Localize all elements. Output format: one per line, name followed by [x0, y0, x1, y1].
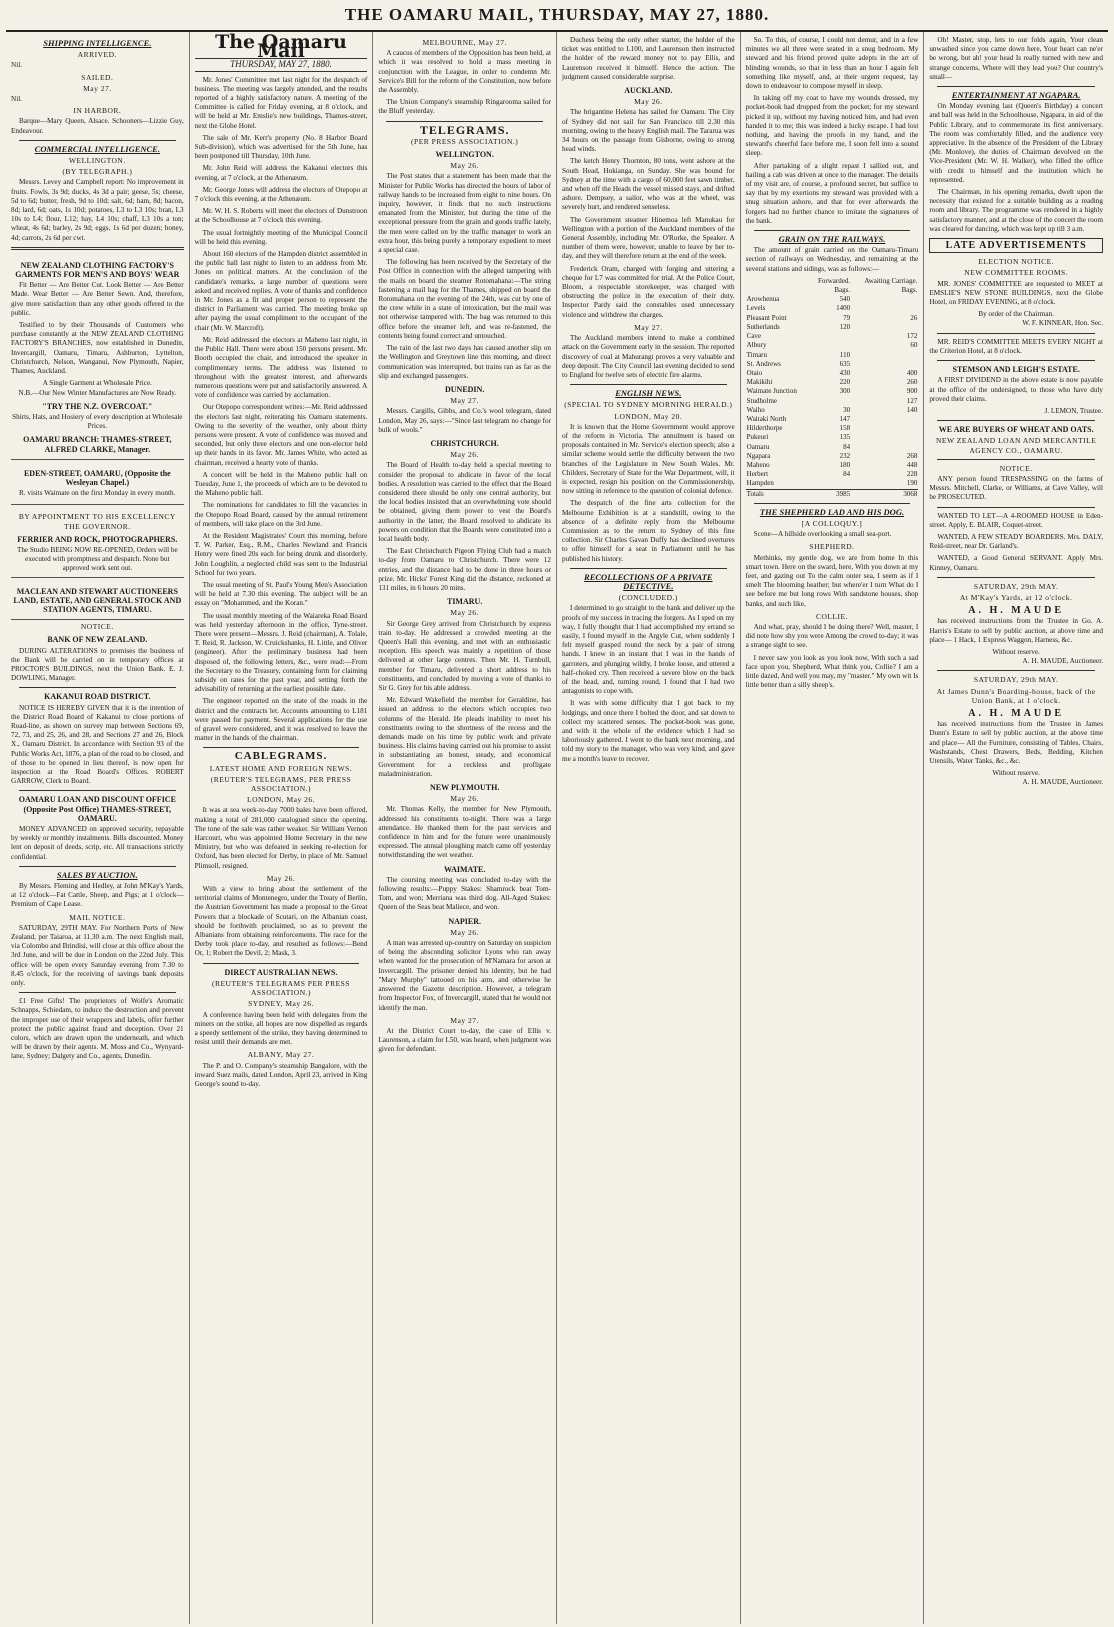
- divider: [937, 333, 1095, 334]
- grain-cell-station: Otaio: [746, 368, 763, 377]
- wellington-heading: WELLINGTON.: [435, 150, 494, 160]
- auckland-date: May 26.: [634, 97, 663, 107]
- grain-cell-await: 260: [906, 378, 918, 387]
- wanted-advert: WANTED, A FEW STEADY BOARDERS. Mrs. DALY, Reid-street, near Dr. Garland's.: [929, 532, 1103, 551]
- grain-table-row: [746, 424, 919, 433]
- concluded-label: (CONCLUDED.): [618, 593, 678, 603]
- eden-advert: [11, 462, 184, 506]
- maude-body: has received instructions from the Trustee in Go. A. Harris's Estate to sell by public auction, at above time and place— 1 Hack, 1 Express Waggon, Harness, &c.: [929, 617, 1103, 644]
- shipping-heading: SHIPPING INTELLIGENCE.: [43, 38, 152, 48]
- grain-cell-fwd: 110: [839, 350, 851, 359]
- grain-cell-station: Hampden: [746, 479, 774, 488]
- grain-table-row: [746, 304, 919, 313]
- stemson-body: A FIRST DIVIDEND in the above estate is now payable at the office of the undersigned, to those who have duly proved their claims.: [929, 376, 1103, 403]
- grain-cell-fwd: 84: [843, 442, 851, 451]
- grain-table-row: [746, 433, 919, 442]
- grain-cell-station: Herbert: [746, 470, 769, 479]
- grain-table-units: [746, 286, 919, 295]
- cable-source: (REUTER'S TELEGRAMS, PER PRESS ASSOCIATION.): [210, 774, 352, 794]
- grain-table-row: [746, 397, 919, 406]
- grain-heading: GRAIN ON THE RAILWAYS.: [778, 234, 886, 245]
- divider: [754, 230, 911, 231]
- grain-cell-await: [851, 323, 918, 332]
- kakanui-heading: KAKANUI ROAD DISTRICT.: [44, 692, 151, 702]
- wellington-report: Messrs. Levey and Campbell report: No improvement in fruits. Fowls, 3s 9d; ducks, 4s 3d a pair; geese, 5s; cheese, 5d to 6d; butter, fresh, 9d to 10d; salt, 6d; ham, 8d; bacon, 8d; lard, 6d; oats, 1s 10d; potatoes, L3 to L3 10s; bran, L3 10s to L4; flour, L12; hay, L4 10s; chaff, L3 10s a ton; wheat, 4s 6d; barley, 2s 9d; eggs, 1s 6d per dozen; honey, 4d; carrots, 2s 6d per cwt.: [11, 178, 184, 242]
- grain-cell-await: [851, 360, 918, 369]
- arrived-label: ARRIVED.: [77, 50, 117, 60]
- harbour-value: Barque—Mary Queen, Alsace. Schooners—Lizzie Guy, Endeavour.: [11, 117, 184, 135]
- grain-table-header: [746, 277, 919, 286]
- grain-cell-await: [851, 295, 918, 304]
- grain-header-awaiting: Awaiting Carriage.: [864, 276, 918, 285]
- visits-line: R. visits Waimate on the first Monday in every month.: [19, 489, 176, 498]
- grain-cell-await: 900: [906, 387, 918, 396]
- paragraph: Mr. Jones' Committee met last night for the despatch of business. The meeting was largely attended, and the results reported of a highly satisfactory nature. A meeting of the Committee is called for Friday evening, at 8 o'clock, and will be held at Mr. Emslie's new buildings, Thames-street, next the Globe Hotel.: [194, 75, 368, 130]
- timaru-body: Sir George Grey arrived from Christchurch by express train to-day. He addressed a crowded meeting at the Queen's Hall this evening, and met with an enthusiastic reception. His speech was mainly a repetition of those delivered at other large centres. Then Mr. H. Turnbull, member for Timaru, delivered a short address to his constituents, and concluded by moving a vote of thanks to Sir G. Grey for his able address.: [378, 619, 551, 692]
- direct-body: A conference having been held with delegates from the miners on the strike, all hopes are now dispelled as regards a speedy settlement of the strike, they having determined to resist until their demands are met.: [194, 1010, 368, 1047]
- colloquy-label: [A COLLOQUY.]: [801, 518, 863, 528]
- grain-cell-station: Cave: [746, 332, 762, 341]
- sale-date: SATURDAY, 29th MAY.: [973, 675, 1059, 685]
- grain-cell-station: Sutherlands: [746, 322, 780, 331]
- collie-label: COLLIE.: [815, 611, 849, 621]
- maude-heading: A. H. MAUDE: [968, 707, 1065, 719]
- grain-cell-station: Waimate Junction: [746, 387, 797, 396]
- grain-table-row: [746, 452, 919, 461]
- wellington-body-3: The rain of the last two days has caused another slip on the Wellington and Greytown line this morning, and direct communication was interrupted, but trains ran as far as the slip and exchanged passengers.: [378, 344, 551, 380]
- grain-cell-station: Pleasant Point: [746, 313, 787, 322]
- sailed-label: SAILED.: [81, 72, 114, 82]
- wanted-advert: WANTED TO LET—A 4-ROOMED HOUSE in Eden-street. Apply, E. BLAIR, Coquet-street.: [929, 511, 1103, 529]
- column-2: [190, 32, 374, 1624]
- notice-label: NOTICE.: [999, 463, 1033, 473]
- paragraph: Duchess being the only other starter, the holder of the ticket was entitled to L100, and Laurenson then instructed the holder of the reward money not to pay Ellis, and Laurenson received it himself. Hence the action. The judgment caused considerable surprise.: [562, 36, 735, 81]
- divider: [19, 140, 176, 141]
- grain-table-row: [746, 360, 919, 369]
- grain-cell-await: [851, 424, 918, 433]
- grain-cell-await: 140: [906, 405, 918, 414]
- paragraph: The nominations for candidates to fill the vacancies in the Otepopo Road Board, caused by the annual retirement of members, will take place on the 3rd June.: [194, 501, 368, 528]
- new-plymouth-date: May 26.: [450, 794, 479, 804]
- grain-cell-fwd: 180: [839, 460, 851, 469]
- recollections-body: I determined to go straight to the bank and deliver up the proofs of my success in tracing the forgers. As I sped on my way, I fully thought that I had accomplished my errand so easily, I found myself in the Argyle Cut, when suddenly I felt myself grasped round the neck by a pair of strong hands. I knew in an instant that I was in the hands of garroters, and plunging wildly, I broke loose, and uttered a half-choked cry. Then received a severe blow on the back of the head, and, turning round, I found that I had two antagonists to cope with.: [562, 604, 735, 696]
- grain-cell-await: 400: [906, 368, 918, 377]
- divider: [754, 503, 911, 504]
- grain-table-row: [746, 470, 919, 479]
- notice-label: NOTICE.: [80, 622, 114, 632]
- divider: [570, 384, 727, 385]
- melbourne-dateline: MELBOURNE, May 27.: [422, 38, 507, 47]
- english-news-source: (SPECIAL TO SYDNEY MORNING HERALD.): [564, 400, 733, 410]
- cable-dateline: LONDON, May 26.: [247, 795, 315, 805]
- grain-cell-station: Levels: [746, 304, 766, 313]
- divider: [19, 687, 176, 688]
- wellington-body: The Post states that a statement has been made that the Minister for Public Works has directed the hours of labor of railway hands to be increased from eight to nine hours. On inquiry, however, it finds that no such instructions emanated from the Minister, but during the time of the exceptional pressure from the grain and goods traffic lately, the men were called on by the traffic manager to work an extra hour, this being purely a temporary expedient to meet a special case.: [378, 172, 551, 255]
- grain-table-row: [746, 479, 919, 489]
- grain-cell-station: Arowhenua: [746, 295, 780, 304]
- masthead: THE OAMARU MAIL, THURSDAY, MAY 27, 1880.: [6, 0, 1108, 32]
- reserve-line: Without reserve.: [992, 647, 1040, 656]
- grain-table-row: [746, 341, 919, 350]
- christchurch-body-2: The East Christchurch Pigeon Flying Club had a match to-day from Oamaru to Christchurch. There were 12 entries, and the distance had to be done in three hours or prize. Mr. Hicks' Forest King did the distance, reckoned at 131 miles, in 6 hours 20 mins.: [378, 547, 551, 592]
- paragraph: Mr. George Jones will address the electors of Otepopo at 7 o'clock this evening, at the Athenæum.: [194, 185, 368, 204]
- grain-cell-fwd: 220: [839, 378, 851, 387]
- grain-cell-await: [851, 415, 918, 424]
- studio-line: The Studio BEING NOW RE-OPENED, Orders will be executed with promptness and despatch. None but approved work sent out.: [16, 545, 178, 573]
- divider: [937, 86, 1095, 87]
- maclean-advert: [11, 580, 184, 621]
- grain-cell-await: [851, 443, 918, 452]
- english-news-dateline: LONDON, May 20.: [614, 411, 683, 421]
- paragraph: So. To this, of course, I could not demur, and in a few minutes we all three were seated in a snug bedroom. My steward and his friend proved quite adepts in the art of blinding wounds, so that in less than an hour I again felt something like myself, and, at their urgent request, lay down to endeavour to compose myself in sleep.: [745, 36, 919, 91]
- sales-heading: SALES BY AUCTION.: [56, 869, 138, 880]
- grain-table-row: [746, 387, 919, 396]
- christchurch-heading: CHRISTCHURCH.: [430, 438, 499, 448]
- nameplate: The Oamaru Mail: [215, 32, 347, 63]
- cable-body: It was at sea week-to-day 7000 bales have been offered, making a total of 281,000 catalogued since the opening. The tone of the sale was rather weaker. Sir William Vernon Harcourt, who was appointed Home Secretary in the new Ministry, but who was defeated in seeking re-election for Oxford, has been elected for Derby, in place of Mr. Samuel Plimsoll, resigned.: [194, 806, 368, 870]
- buyers-heading: WE ARE BUYERS OF WHEAT AND OATS.: [938, 425, 1094, 435]
- new-rooms: NEW COMMITTEE ROOMS.: [964, 268, 1069, 278]
- branch-line: OAMARU BRANCH: THAMES-STREET, ALFRED CLARKE, Manager.: [23, 435, 172, 454]
- maude-heading: A. H. MAUDE: [968, 605, 1065, 617]
- grain-cell-await: [851, 433, 918, 442]
- direct-heading: DIRECT AUSTRALIAN NEWS.: [224, 967, 338, 977]
- grain-cell-await: 268: [906, 451, 918, 460]
- verse: I never saw you look as you look now, With such a sad face upon you, Shepherd, What think you, Collie? I am a little dazed, And well you may, my "master." My own wit Is little better than a silly sheep's.: [745, 653, 919, 690]
- paragraph: At the Resident Magistrates' Court this morning, before T. W. Parker, Esq., R.M., Charles Newland and Francis Henry were fined 20s each for being drunk and disorderly. John Loughlin, a neglected child was sent to the Industrial School for two years.: [194, 531, 368, 577]
- nzloan-line: NEW ZEALAND LOAN AND MERCANTILE AGENCY CO., OAMARU.: [935, 436, 1097, 455]
- grain-unit-bags: Bags.: [834, 286, 851, 295]
- commercial-heading: COMMERCIAL INTELLIGENCE.: [34, 143, 160, 154]
- paragraph: The usual fortnightly meeting of the Municipal Council will be held this evening.: [194, 228, 368, 246]
- christchurch-date: May 26.: [450, 450, 479, 460]
- grain-table-row: [746, 406, 919, 415]
- shepherd-label: SHEPHERD.: [809, 542, 855, 552]
- english-news-body: It is known that the Home Government would approve of the reform in Victoria. The annulment is based on proposals contained in Mr. Service's election speech; also a similar scheme would settle the difficulty between the two branches of the Legislature in New South Wales. Mr. Childers, Secretary of State for the War Department, will, it is expected, resign his position on the Commissionership, now sitting in reference to the question of colonial defence.: [562, 422, 735, 496]
- dunedin-heading: DUNEDIN.: [444, 384, 485, 394]
- wellington-heading: WELLINGTON.: [68, 156, 126, 166]
- paragraph: The engineer reported on the state of the roads in the district and the contracts let. Accounts amounting to L181 were passed for payment. Several applications for the use of gravel were considered, and it was resolved to leave the matter in the hands of the chairman.: [194, 697, 368, 743]
- nb-notice: N.B.—Our New Winter Manufactures are Now Ready.: [18, 388, 177, 397]
- grain-cell-station: Pukeuri: [746, 433, 769, 442]
- by-order: By order of the Chairman.: [978, 310, 1054, 319]
- entertainment-body-2: The Chairman, in his opening remarks, dwelt upon the necessity that existed for a suitable building as a reading room and library. The programme was rendered in a highly satisfactory manner, and at the close of the concert the room was cleared for dancing, which was kept up till 3 a.m.: [929, 188, 1103, 233]
- maude-body-2: has received instructions from the Trustee in James Dunn's Estate to sell by public auction, at the above time and place— All the Furniture, consisting of Tables, Chairs, Washstands, Chest Drawers, Beds, Bedding, Kitchen Utensils, Water Tanks, &c., &c.: [929, 720, 1103, 765]
- ferrier-heading: FERRIER AND ROCK, PHOTOGRAPHERS.: [17, 534, 178, 544]
- divider: [203, 963, 360, 964]
- divider: [937, 507, 1095, 508]
- clothing-body: Testified to by their Thousands of Customers who purchase constantly at the NEW ZEALAND CLOTHING FACTORY'S BRANCHES, now established in Dunedin, Invercargill, Oamaru, Timaru, Ashburton, Lyttelton, Christchurch, Nelson, Wanganui, New Plymouth, Napier, Thames, Auckland.: [11, 321, 184, 376]
- grain-table-body: [746, 295, 919, 489]
- grain-cell-fwd: 147: [839, 414, 851, 423]
- column-4: [557, 32, 741, 1624]
- union-body: The Union Company's steamship Ringarooma sailed for the Bluff yesterday.: [378, 98, 551, 116]
- napier-date: May 26.: [450, 927, 479, 937]
- grain-cell-fwd: 120: [839, 322, 851, 331]
- divider: [937, 420, 1095, 421]
- wanted-advert: WANTED, a Good General SERVANT. Apply Mrs. Kinney, Oamaru.: [929, 554, 1103, 572]
- election-notice: ELECTION NOTICE.: [978, 257, 1055, 267]
- recollections-heading: RECOLLECTIONS OF A PRIVATE DETECTIVE.: [584, 571, 713, 591]
- eden-line: EDEN-STREET, OAMARU, (Opposite the Wesleyan Chapel.): [23, 468, 171, 487]
- recollections-body-2: It was with some difficulty that I got back to my lodgings, and once there I bolted the door, and sat down to collect my scattered senses. The pocket-book was gone, and with it the whole of the evidence which I had so laboriously gathered. I went to the bank next morning, and told my story to the manager, who was very kind, and gave me a month's leave to recover.: [562, 699, 735, 763]
- cable-body-2: With a view to bring about the settlement of the territorial claims of Montenegro, under the Treaty of Berlin, the Austrian Government has made a proposal to the Great Powers that a blockade of Scutari, on the Albanian coast, should be forthwith proclaimed, so as to prevent the Albanians from obtaining reinforcements. The race for the Derby took place to-day, and resulted as follows:—Bend Or, 1; Robert the Devil, 2; Mask, 3.: [194, 885, 368, 958]
- grain-total-label: Totals: [746, 489, 764, 498]
- grain-cell-fwd: 232: [839, 451, 851, 460]
- paragraph: Our Otepopo correspondent writes:—Mr. Reid addressed the electors last night, reiterating his Oamaru statements. Owing to the severity of the weather, only about thirty persons were present. A vote of confidence was moved and seconded, but only three electors and one non-elector held up their hands in its favor. Mr. James White, who acted as chairman, received a hearty vote of thanks.: [194, 403, 368, 467]
- waimate-body: The coursing meeting was concluded to-day with the following results:—Puppy Stakes: Shamrock beat Tom-Tom, and won; Merriana was third dog. All-Aged Stakes: Queen of the Seas beat Maliece, and won.: [378, 875, 551, 912]
- grain-table-row: [746, 314, 919, 323]
- column-5: [741, 32, 925, 1624]
- cable-date-2: May 26.: [266, 873, 296, 883]
- grain-table-row: [746, 351, 919, 360]
- grain-cell-station: Albury: [746, 341, 767, 350]
- late-advertisements-heading: LATE ADVERTISEMENTS: [929, 238, 1103, 253]
- mail-heading: MAIL NOTICE.: [69, 912, 126, 922]
- grain-cell-fwd: [809, 397, 851, 406]
- grain-cell-await: 448: [906, 460, 918, 469]
- maude-signature: A. H. MAUDE, Auctioneer.: [1022, 657, 1103, 666]
- grain-cell-fwd: 635: [839, 359, 851, 368]
- reid-notice: MR. REID'S COMMITTEE MEETS EVERY NIGHT at the Criterion Hotel, at 8 o'clock.: [929, 337, 1103, 355]
- paragraph: After partaking of a slight repast I sallied out, and hailing a cab was driven at once to the manager. The details of my visit are, of course, a profound secret, but suffice to say that by my exertions my steward was provided with a snug situation ashore, and that for ever afterwards the forgers had no further chance to imitate the signatures of the bank.: [745, 161, 919, 225]
- grain-total-forwarded: 3985: [836, 489, 851, 498]
- grain-cell-await: 127: [906, 396, 918, 405]
- maclean-heading: MACLEAN AND STEWART AUCTIONEERS LAND, ESTATE, AND GENERAL STOCK AND STATION AGENTS, TIMARU.: [13, 586, 182, 614]
- mail-body: SATURDAY, 29TH MAY. For Northern Ports of New Zealand, per Taiaroa, at 11.30 a.m. The next English mail, via Colombo and Brindisi, will close at this office about the 3rd June, and will be due in London on the 22nd July. This office will be open every Saturday evening from 7.30 to 8.45 o'clock, for the receiving of savings bank deposits only.: [11, 923, 184, 988]
- press-association: (PER PRESS ASSOCIATION.): [411, 136, 519, 146]
- grain-header-station: [746, 277, 810, 286]
- grain-cell-await: [851, 304, 918, 313]
- albany-dateline: ALBANY, May 27.: [247, 1050, 315, 1060]
- paragraph: About 160 electors of the Hampden district assembled in the public hall last night to listen to an address from Mr. Jones on political matters. At the conclusion of the candidate's remarks, a large number of questions were asked and received replies. A vote of thanks and confidence in Mr. Jones as a fit and proper person to represent the district in Parliament was carried. The meeting broke up after paying the usual compliment to the occupant of the chair (Mr. W. Marcroft).: [194, 250, 368, 332]
- grain-table-row: [746, 415, 919, 424]
- auckland-body-2: The ketch Henry Thornton, 80 tons, went ashore at the South Head, Hokianga, on Sunday. She was bound for Sydney at the time with a cargo of 60,000 feet sawn timber, and when off the Heads the vessel missed stays, and drifted ashore. Dempsey, a sailor, who was at the wheel, was severely hurt, and rendered senseless.: [562, 157, 735, 212]
- divider: [386, 121, 543, 122]
- paragraph: The usual monthly meeting of the Waiareka Road Board was held yesterday afternoon in the office, Tyne-street. There were present—Messrs. J. Reid (chairman), A. Tolale, T. Reid, R. Jackson, W. Cruickshanks, H. Little, and Oliver (engineer). After the preliminary business had been disposed of, the following letters, &c., were read:—From the Secretary to the Treasury, containing form for claiming subsidy on rates for the past year, and setting forth the advisability of returning at the earliest possible date.: [194, 611, 368, 694]
- clothing-advert: [11, 254, 184, 460]
- column-6: [924, 32, 1108, 1624]
- auckland-body: The brigantine Helena has sailed for Oamaru. The City of Sydney did not sail for San Francisco till 2.30 this morning, owing to the heavy English mail. The Tararua was 34 hours on the passage from Gisborne, owing to strong head winds.: [562, 108, 735, 154]
- paragraph: Mr. John Reid will address the Kakanui electors this evening, at 7 o'clock, at the Athenæum.: [194, 164, 368, 182]
- direct-dateline: SYDNEY, May 26.: [248, 999, 314, 1009]
- direct-source: (REUTER'S TELEGRAMS PER PRESS ASSOCIATION.): [211, 978, 350, 998]
- english-news-body-2: The despatch of the fine arts collection for the Melbourne Exhibition is at a standstill, owing to the absence of a definite reply from the Melbourne Commission as to the return to Sydney of this fine collection. Sir Charles Gavan Duffy has declined overtures to offer himself for a seat in Parliament until he has published his history.: [562, 499, 735, 563]
- divider: [937, 670, 1095, 671]
- sailed-value: Nil.: [11, 95, 22, 104]
- dunedin-date: May 27.: [450, 396, 479, 406]
- grain-cell-station: Makikihi: [746, 378, 773, 387]
- column-1: [6, 32, 190, 1624]
- napier-body-2: At the District Court to-day, the case of Ellis v. Laurenson, a claim for L50, was heard, when judgment was given for defendant.: [378, 1026, 551, 1054]
- grain-table-row: [746, 378, 919, 387]
- verse: Methinks, my gentle dog, we are from home In this smart town. Here on the sward, here, With you down at my feet, and gazing out To the calm outer sea, I seem as if I smelt The blooming heather; but where'er I turn What do I see before me but long rows With sandstone houses, shop banks, and such like,: [745, 553, 919, 608]
- divider: [937, 577, 1095, 578]
- jones-notice: MR. JONES' COMMITTEE are requested to MEET at EMSLIE'S NEW STONE BUILDINGS, next the Globe Hotel, on FRIDAY EVENING, at 8 o'clock.: [929, 279, 1103, 307]
- kakanui-body: NOTICE IS HEREBY GIVEN that it is the intention of the District Road Board of Kakanui to close portions of Road-line, as shown on survey map between Sections 69, 72, 73, and 25, 26, and 28, and Sections 27 and 26, Block X., Oamaru District. In accordance with Section 93 of the Public Works Act, 1876, a plan of the road to be closed, and of those to be opened in lieu thereof, is now open for inspection at the Road Board's Offices. ROBERT GARROW, Clerk to Board.: [11, 703, 184, 786]
- grain-cell-fwd: 430: [839, 368, 851, 377]
- paragraph: In taking off my coat to have my wounds dressed, my pocket-book had dropped from the pocket; for my steward picked it up, without my having noticed him, and had even handed it to me; this was indeed a lucky escape. I had lost nothing, and having the proofs in my hand, and the steward's cheerful face before me, I soon fell into a sound sleep.: [745, 94, 919, 158]
- by-telegraph: (BY TELEGRAPH.): [62, 167, 133, 177]
- grain-table-row: [746, 461, 919, 470]
- napier-heading: NAPIER.: [448, 916, 481, 926]
- grain-cell-station: Maheno: [746, 460, 770, 469]
- stemson-heading: STEMSON AND LEIGH'S ESTATE.: [952, 365, 1080, 375]
- sale-location: At M'Kay's Yards, at 12 o'clock.: [959, 592, 1073, 602]
- trespass-notice: ANY person found TRESPASSING on the farms of Messrs. Mitchell, Clarke, or Williams, at Cave Valley, will be PROSECUTED.: [929, 474, 1103, 502]
- scene-line: Scene—A hillside overlooking a small sea-port.: [753, 530, 892, 539]
- grain-table: [746, 277, 919, 499]
- sale-date: SATURDAY, 29th MAY.: [973, 581, 1059, 591]
- grain-cell-station: Oamaru: [746, 442, 770, 451]
- grain-table-row: [746, 295, 919, 304]
- auckland-heading: AUCKLAND.: [624, 86, 673, 96]
- grain-cell-await: 60: [910, 341, 918, 350]
- money-body: MONEY ADVANCED on approved security, repayable by weekly or monthly instalments. Bills discounted. Money lent on deposit of deeds, scrip, etc. All transactions strictly confidential.: [11, 825, 184, 861]
- shepherd-heading: THE SHEPHERD LAD AND HIS DOG.: [759, 506, 905, 517]
- grain-cell-fwd: 79: [843, 313, 851, 322]
- cablegrams-heading: CABLEGRAMS.: [234, 750, 328, 763]
- grain-cell-station: Waiho: [746, 405, 765, 414]
- wellington-body-2: The following has been received by the Secretary of the Post Office in connection with the alleged tampering with the mails on board the steamer Rotomahana:—The string fastening a mail bag for the Thames, shipped on board the Rotomahana on the evening of the 24th, was cut by one of the crew while in a state of intoxication, but the mail was not otherwise tampered with. The bag was returned to this office before the steamer left, and was re-fastened, the contents being found correct and untouched.: [378, 258, 551, 340]
- auckland-date-2: May 27.: [634, 322, 663, 332]
- waimate-heading: WAIMATE.: [443, 864, 486, 874]
- entertainment-body: On Monday evening last (Queen's Birthday) a concert and ball was held in the Schoolhouse, Ngapara, in aid of the Public Library, and to commemorate its first anniversary. The room was comfortably filled, and the audience very appreciative. In the absence of the President of the Library (Mr. Monlove), the duties of Chairman devolved on the Vice-President (Mr. W. H. Walker), who filled the office with credit to himself and the institution which he represented.: [929, 102, 1103, 184]
- grain-cell-await: 172: [906, 332, 918, 341]
- grain-intro: The amount of grain carried on the Oamaru-Timaru section of railways on Wednesday, and remaining at the several stations and sidings, was as follows:—: [745, 246, 919, 273]
- column-3: [373, 32, 557, 1624]
- grain-cell-await: 228: [906, 470, 918, 479]
- divider: [19, 992, 176, 993]
- maude-signature: A. H. MAUDE, Auctioneer.: [1022, 778, 1103, 787]
- paragraph: Mr. W. H. S. Roberts will meet the electors of Dunstroon at the Schoolhouse at 7 o'clock this evening.: [194, 207, 368, 225]
- grain-cell-fwd: 300: [839, 387, 851, 396]
- timaru-body-2: Mr. Edward Wakefield the member for Geraldine, has issued an address to the electors which occupies two columns of the Herald. He pleads inability to meet his constituents owing to the shortness of the recess and the demands made on his time by public work and private business. His claims having carried out his promise to assist in substantiating an honest, steady, and economical Government for a reckless and profligate maladministration.: [378, 696, 551, 778]
- loan-heading: OAMARU LOAN AND DISCOUNT OFFICE (Opposite Post Office) THAMES-STREET, OAMARU.: [18, 795, 176, 823]
- napier-date-2: May 27.: [450, 1015, 479, 1025]
- verse: Oh! Master, stop, lets to our folds again, Your clean unwashed since you came down here, Your heart can ne'er be wrong, but ah! your head Is really turned with new and strange concerns, Where will they lead you? Our country's small—: [929, 36, 1103, 81]
- harbour-label: IN HARBOR.: [73, 106, 122, 116]
- paragraph: The usual meeting of St. Paul's Young Men's Association will be held at 7.30 this evening. The subject will be an essay on "Mohammed, and the Koran.": [194, 580, 368, 608]
- reserve-line: Without reserve.: [992, 769, 1040, 778]
- timaru-heading: TIMARU.: [446, 597, 483, 607]
- divider: [937, 459, 1095, 460]
- paragraph: Mr. Reid addressed the electors at Maheno last night, in the Public Hall. There were about 150 persons present. Mr. Booth occupied the chair, and introduced the speaker in complimentary terms. The address was listened to throughout with the greatest interest, and afterwards numerous questions were put and satisfactorily answered. A vote of confidence was carried by acclamation.: [194, 335, 368, 400]
- shirts-line: Shirts, Hats, and Hosiery of every description at Wholesale Prices.: [12, 412, 183, 431]
- latest-news: LATEST HOME AND FOREIGN NEWS.: [209, 763, 353, 773]
- albany-body: The P. and O. Company's steamship Bangalore, with the inward Suez mails, dated London, April 23, arrived in King George's sound to-day.: [194, 1061, 368, 1088]
- grain-total-awaiting: 3068: [903, 489, 918, 498]
- grain-cell-station: Ngapara: [746, 451, 771, 460]
- divider: [570, 568, 727, 569]
- melbourne-body: A caucus of members of the Opposition has been held, at which it was resolved to hold a mass meeting in conjunction with the League, in order to condemn Mr. Service's Bill for the reform of the Constitution, now before the Assembly.: [378, 49, 551, 95]
- grain-table-row: [746, 323, 919, 332]
- grain-cell-fwd: 158: [839, 424, 851, 433]
- auckland-body-4: Frederick Oram, charged with forging and uttering a cheque for L7 was committed for trial. At the Police Court, Bloom, a respectable storekeeper, was charged with obstructing the police in the execution of their duty. Inspector Pardy said the constables used unnecessary violence and withdrew the charges.: [562, 264, 735, 319]
- grain-cell-fwd: 540: [839, 295, 851, 304]
- grain-cell-station: St. Andrews: [746, 359, 781, 368]
- grain-cell-fwd: 1400: [836, 304, 851, 313]
- grain-header-forwarded: Forwarded.: [818, 276, 851, 285]
- divider: [203, 747, 360, 748]
- divider: [19, 790, 176, 791]
- grain-cell-await: 190: [906, 479, 918, 488]
- grain-cell-station: Studholme: [746, 396, 777, 405]
- new-plymouth-body: Mr. Thomas Kelly, the member for New Plymouth, addressed his constituents to-night. There was a large attendance. He thanked them for the past services and confidence in him and for the future were unanimously expressed. The annual ploughing match came off yesterday notwithstanding the wet weather.: [378, 805, 551, 860]
- entertainment-heading: ENTERTAINMENT AT NGAPARA.: [951, 90, 1081, 101]
- grain-cell-fwd: 84: [843, 470, 851, 479]
- bnz-heading: BANK OF NEW ZEALAND.: [47, 635, 148, 645]
- divider: [11, 247, 184, 250]
- new-plymouth-heading: NEW PLYMOUTH.: [429, 783, 500, 793]
- grain-cell-fwd: [809, 332, 851, 341]
- bnz-body: DURING ALTERATIONS to premises the business of the Bank will be carried on in temporary offices at PROCTOR'S BUILDINGS, next the Union Bank. E. J. DOWLING, Manager.: [11, 646, 184, 683]
- overcoat-line: "TRY THE N.Z. OVERCOAT.": [42, 401, 153, 411]
- grain-cell-fwd: [809, 479, 851, 489]
- grain-cell-await: 26: [910, 313, 918, 322]
- christchurch-body: The Board of Health to-day held a special meeting to consider the proposal to abdicate in favor of the local bodies. A resolution was carried to the effect that the Board considered there should be only one central authority, but the local bodies insisted that an overwhelming vote should be obtained, giving them power to vest the Board's authority in the latter, the Board resolved to abdicate its powers on condition that the Boards were constituted into a local health body.: [378, 461, 551, 543]
- dateline: THURSDAY, MAY 27, 1880.: [195, 58, 368, 71]
- grain-cell-station: Hilderthorpe: [746, 424, 783, 433]
- grain-table-row: [746, 369, 919, 378]
- clothing-heading: NEW ZEALAND CLOTHING FACTORY'S GARMENTS FOR MEN'S AND BOYS' WEAR: [15, 260, 180, 280]
- auckland-body-3: The Government steamer Hinemoa left Manukau for Wellington with a portion of the Auckland members of the General Assembly, including Mr. O'Rorke, the Speaker. A number of them were, however, unable to leave by her to-day, and they will therefore return at the end of the week.: [562, 215, 735, 261]
- columns: [6, 32, 1108, 1624]
- grain-cell-station: Timaru: [746, 350, 768, 359]
- arrived-value: Nil.: [11, 61, 22, 70]
- grain-cell-fwd: 30: [843, 405, 851, 414]
- clothing-lines: Fit Better — Are Better Cut. Look Better — Are Better Made. Wear Better — Are Better Sewn. And, therefore, give more satisfaction than any other goods offered to the public.: [11, 281, 184, 317]
- telegrams-heading: TELEGRAMS.: [419, 122, 510, 137]
- grain-cell-fwd: [809, 341, 851, 350]
- divider: [937, 360, 1095, 361]
- grain-cell-await: [851, 351, 918, 360]
- lemon-signature: J. LEMON, Trustee.: [1044, 406, 1103, 415]
- dunedin-body: Messrs. Cargills, Gibbs, and Co.'s wool telegram, dated London, May 26, says:—"Since last telegram no change for bulk of wools.": [378, 407, 551, 434]
- photographer-advert: [11, 507, 184, 577]
- sailed-date: May 27.: [83, 83, 112, 93]
- sales-body: By Messrs. Fleming and Hedley, at John M'Kay's Yards, at 12 o'clock—Fat Cattle, Sheep, and Pigs; at 1 o'clock—Premium of Cape Lease.: [11, 882, 184, 909]
- auckland-body-5: The Auckland members intend to make a combined attack on the Government early in the session. The reported discovery of coal at Mahurangi proves a very valuable and deep deposit. The City Council last evening decided to send to England for twelve sets of electric fire alarms.: [562, 334, 735, 379]
- grain-table-row: [746, 332, 919, 341]
- grain-cell-station: Waitaki North: [746, 414, 787, 423]
- sale-location: At James Dunn's Boarding-house, back of the Union Bank, at 1 o'clock.: [936, 686, 1096, 705]
- grain-cell-fwd: 135: [839, 433, 851, 442]
- grain-table-row: [746, 443, 919, 452]
- napier-body: A man was arrested up-country on Saturday on suspicion of being the absconding solicitor Lyons who ran away when wanted for the prosecution of M'Namara for arson at Invercargill. The prisoner denied his identity, but he had "Mary Murphy" tattooed on his arm, and otherwise he answered the Gazette description. However, a telegram from Inspector Fox, of Invercargill, stated that he would not identify the man.: [378, 939, 551, 1012]
- english-news-heading: ENGLISH NEWS.: [615, 388, 682, 399]
- kinnear-signature: W. F. KINNEAR, Hon. Sec.: [1022, 319, 1103, 328]
- verse: And what, pray, should I be doing there? Well, master, I did note how shy you were Among the crowd to-day; it was a strange sight to see.: [745, 622, 919, 650]
- grain-unit-bags: Bags.: [901, 286, 918, 295]
- wellington-date: May 26.: [450, 161, 479, 171]
- gifts-advert: £1 Free Gifts! The proprietors of Wolfe's Aromatic Schnapps, Schiedam, to induce the destruction and prevent the improper use of their wrappers and labels, offer further protect the public against fraud and deception. Over 21 colors, which are drawn upon the underneath, and which will be drawn by their agents. M. Moss and Co., Wynyard-lane, Sydney; Dalgety and Co., agents, Dunedin.: [11, 997, 184, 1061]
- timaru-date: May 26.: [450, 608, 479, 618]
- appointment-line: BY APPOINTMENT TO HIS EXCELLENCY THE GOVERNOR.: [18, 512, 176, 531]
- divider: [19, 866, 176, 867]
- paragraph: A concert will be held in the Maheno public hall on Tuesday, June 1, the proceeds of which are to be devoted to the Maheno public hall.: [194, 470, 368, 498]
- single-garment: A Single Garment at Wholesale Price.: [42, 379, 152, 388]
- grain-total-row: [746, 489, 919, 499]
- paragraph: The sale of Mr. Kerr's property (No. 8 Harbor Board Sub-division), which was advertised for the 5th June, has been postponed till Thursday, 10th June.: [194, 133, 368, 161]
